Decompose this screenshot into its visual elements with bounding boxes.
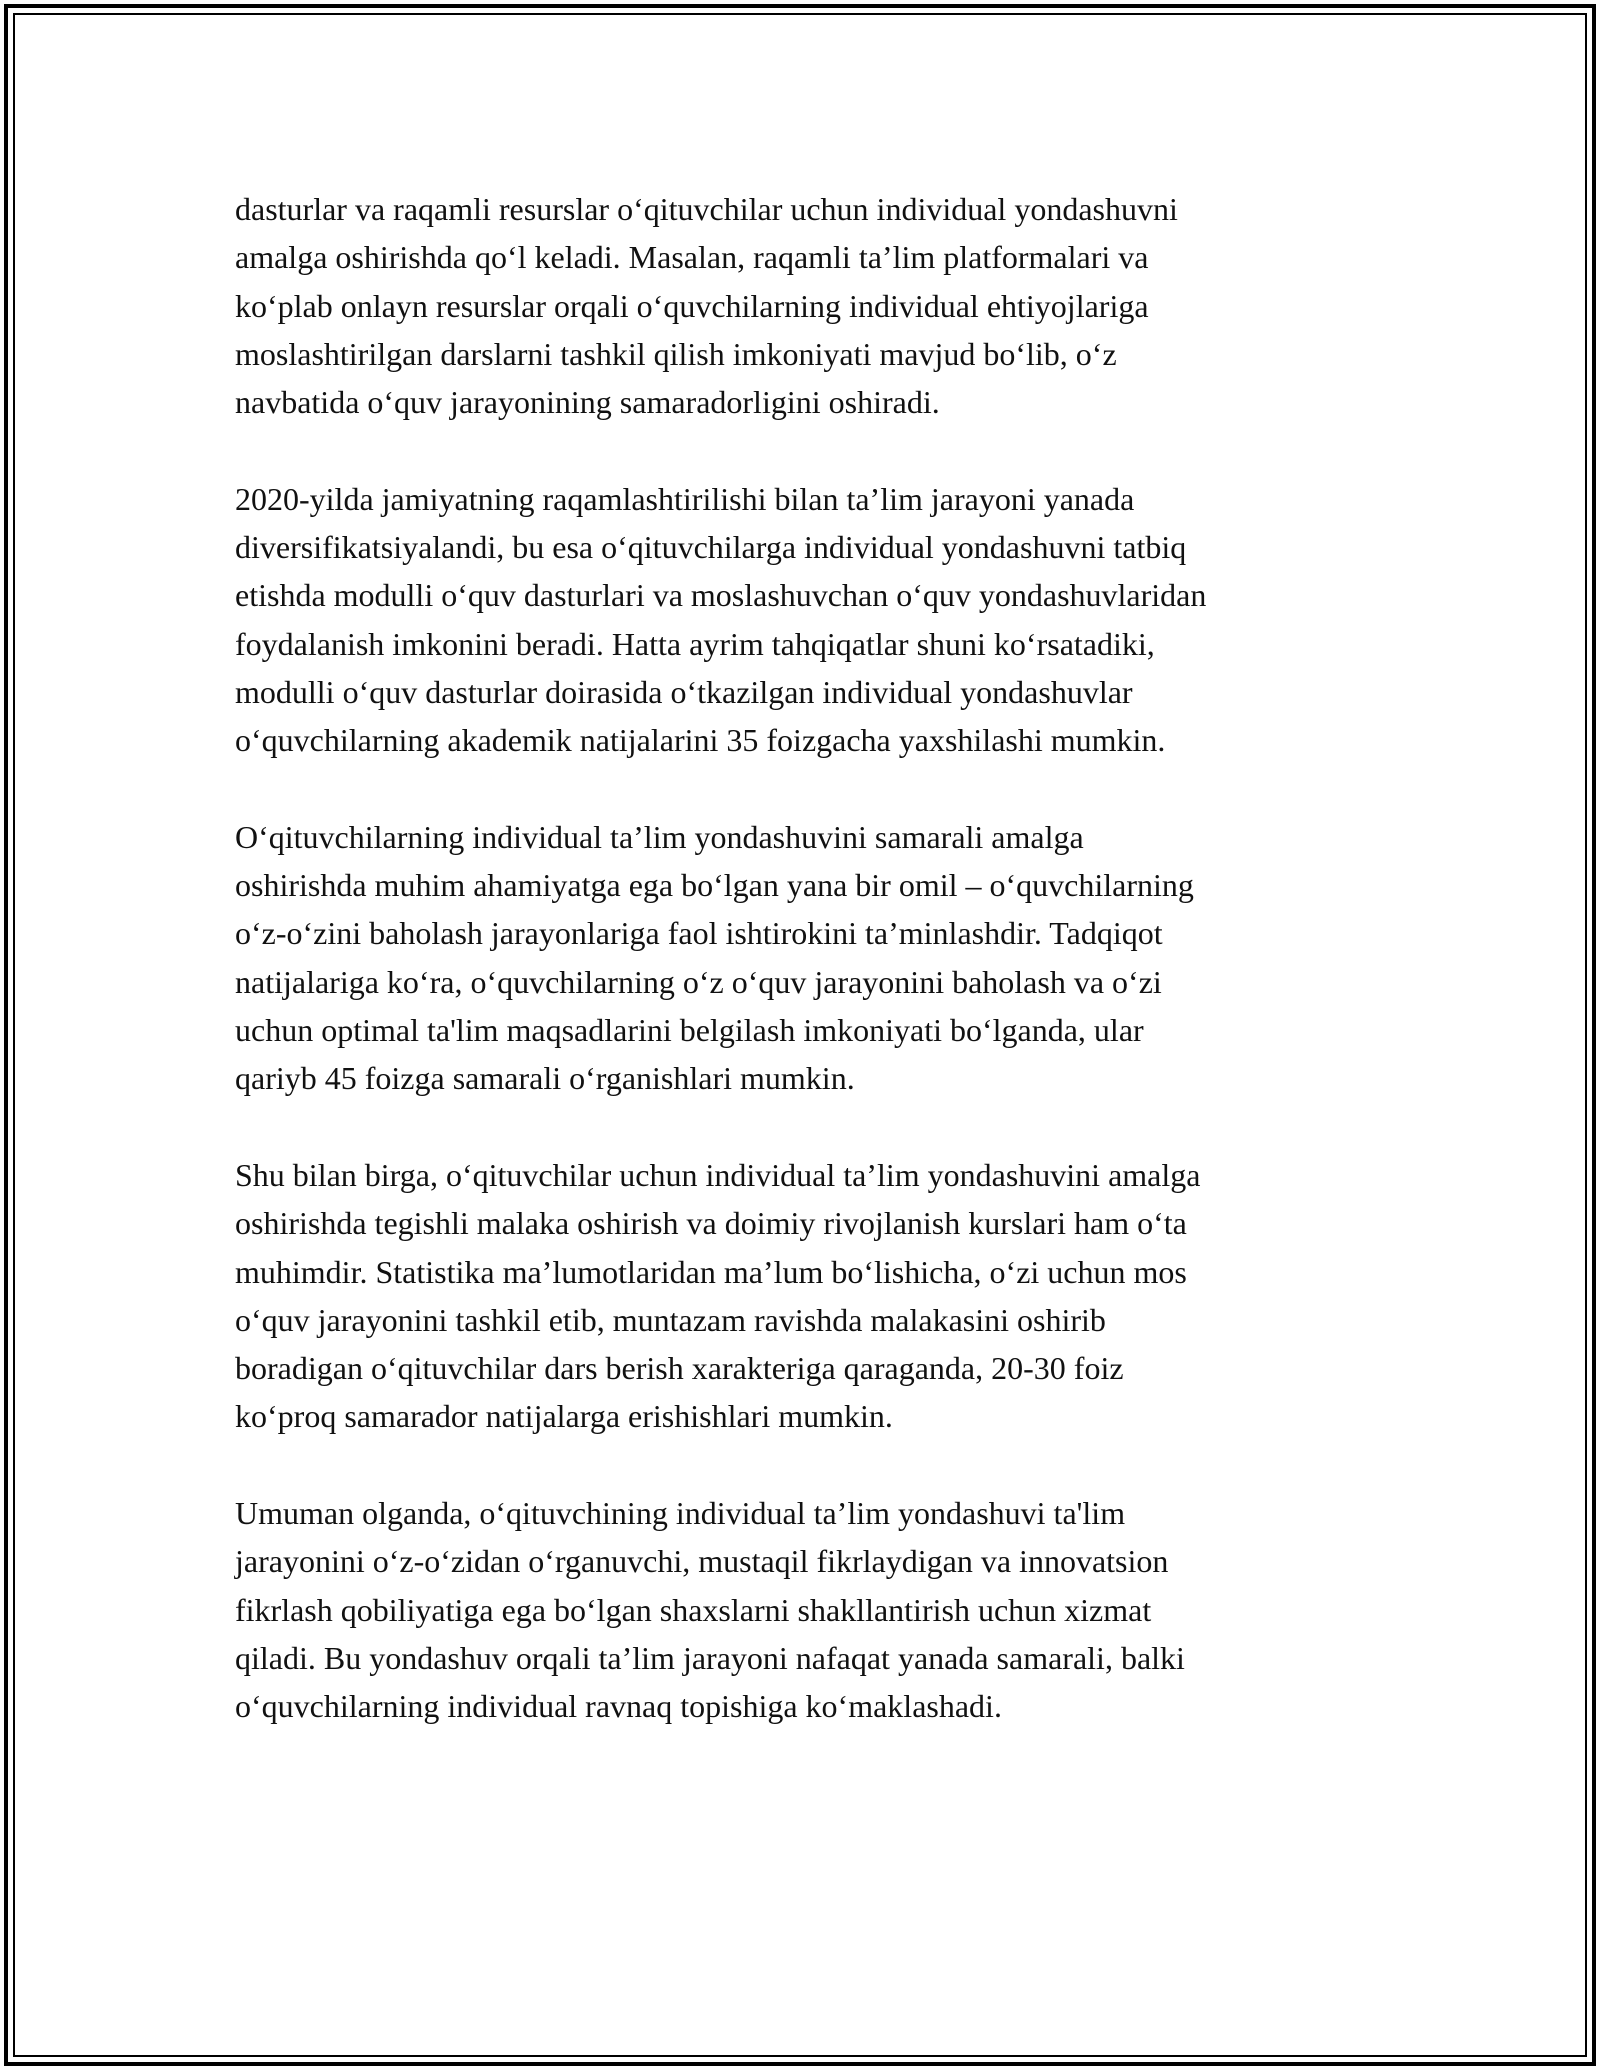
paragraph-1	[235, 185, 1365, 426]
text-line: fikrlash qobiliyatiga ega boʻlgan shaxslarni shakllantirish uchun xizmat	[235, 1591, 1152, 1628]
text-line: oʻquvchilarning akademik natijalarini 35 foizgacha yaxshilashi mumkin.	[235, 722, 1166, 759]
text-line: oshirishda muhim ahamiyatga ega boʻlgan yana bir omil – oʻquvchilarning	[235, 867, 1194, 904]
text-line: Umuman olganda, oʻqituvchining individual taʼlim yondashuvi ta'lim	[235, 1495, 1126, 1532]
text-line: qariyb 45 foizga samarali oʻrganishlari mumkin.	[235, 1060, 855, 1097]
text-line: oshirishda tegishli malaka oshirish va doimiy rivojlanish kurslari ham oʻta	[235, 1205, 1187, 1242]
text-line: Oʻqituvchilarning individual taʼlim yondashuvini samarali amalga	[235, 818, 1084, 855]
text-line: etishda modulli oʻquv dasturlari va moslashuvchan oʻquv yondashuvlaridan	[235, 577, 1207, 614]
text-line: moslashtirilgan darslarni tashkil qilish imkoniyati mavjud boʻlib, oʻz	[235, 335, 1117, 372]
text-line: qiladi. Bu yondashuv orqali taʼlim jarayoni nafaqat yanada samarali, balki	[235, 1639, 1185, 1676]
text-line: oʻquv jarayonini tashkil etib, muntazam ravishda malakasini oshirib	[235, 1301, 1106, 1338]
text-line: koʻplab onlayn resurslar orqali oʻquvchilarning individual ehtiyojlariga	[235, 287, 1149, 324]
paragraph-3	[235, 813, 1365, 1103]
text-line: oʻquvchilarning individual ravnaq topishiga koʻmaklashadi.	[235, 1688, 1002, 1725]
text-line: boradigan oʻqituvchilar dars berish xarakteriga qaraganda, 20-30 foiz	[235, 1350, 1124, 1387]
paragraph-5	[235, 1489, 1365, 1730]
text-line: Shu bilan birga, oʻqituvchilar uchun individual taʼlim yondashuvini amalga	[235, 1156, 1201, 1193]
document-body	[235, 185, 1365, 1779]
text-line: natijalariga koʻra, oʻquvchilarning oʻz oʻquv jarayonini baholash va oʻzi	[235, 963, 1162, 1000]
text-line: navbatida oʻquv jarayonining samaradorligini oshiradi.	[235, 384, 940, 421]
text-line: oʻz-oʻzini baholash jarayonlariga faol ishtirokini taʼminlashdir. Tadqiqot	[235, 915, 1163, 952]
text-line: dasturlar va raqamli resurslar oʻqituvchilar uchun individual yondashuvni	[235, 191, 1178, 227]
text-line: koʻproq samarador natijalarga erishishlari mumkin.	[235, 1398, 893, 1435]
text-line: uchun optimal ta'lim maqsadlarini belgilash imkoniyati boʻlganda, ular	[235, 1012, 1144, 1049]
text-line: muhimdir. Statistika maʼlumotlaridan maʼlum boʻlishicha, oʻzi uchun mos	[235, 1253, 1187, 1290]
text-line: foydalanish imkonini beradi. Hatta ayrim tahqiqatlar shuni koʻrsatadiki,	[235, 625, 1155, 662]
paragraph-2	[235, 475, 1365, 765]
text-line: jarayonini oʻz-oʻzidan oʻrganuvchi, mustaqil fikrlaydigan va innovatsion	[235, 1543, 1169, 1580]
text-line: modulli oʻquv dasturlar doirasida oʻtkazilgan individual yondashuvlar	[235, 673, 1133, 710]
text-line: diversifikatsiyalandi, bu esa oʻqituvchilarga individual yondashuvni tatbiq	[235, 529, 1187, 566]
text-line: 2020-yilda jamiyatning raqamlashtirilishi bilan taʼlim jarayoni yanada	[235, 480, 1135, 517]
text-line: amalga oshirishda qoʻl keladi. Masalan, raqamli taʼlim platformalari va	[235, 239, 1149, 276]
paragraph-4	[235, 1151, 1365, 1441]
